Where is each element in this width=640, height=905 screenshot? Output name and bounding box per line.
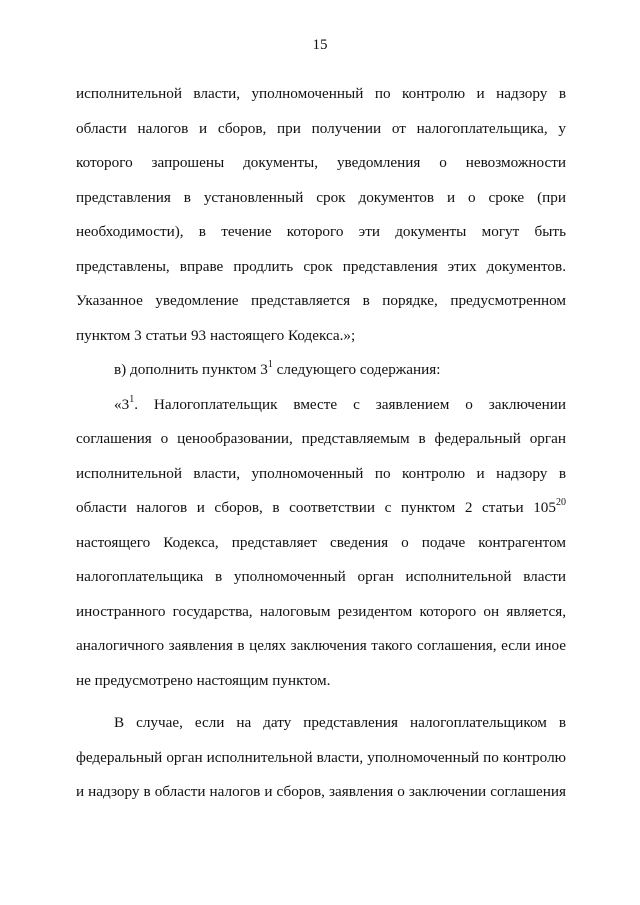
superscript: 1 [267, 359, 273, 370]
text-line [76, 353, 566, 388]
text-line [76, 388, 566, 423]
text-line: необходимости), в течение которого эти документы могут быть [76, 223, 566, 240]
text-line: пунктом 3 статьи 93 настоящего Кодекса.»; [76, 326, 356, 344]
superscript: 1 [129, 393, 135, 405]
text-fragment: «3 [114, 395, 130, 413]
text-fragment: в) дополнить пунктом 3 [114, 361, 268, 378]
text-line: соглашения о ценообразовании, представляемым в федеральный орган [76, 430, 566, 447]
text-line: которого запрошены документы, уведомления о невозможности [76, 154, 566, 171]
text-line: Указанное уведомление представляется в порядке, предусмотренном [76, 292, 566, 309]
text-line: иностранного государства, налоговым резидентом которого он является, [76, 602, 566, 620]
paragraph-spacer [76, 698, 566, 706]
paragraph-case [76, 706, 566, 810]
text-line: исполнительной власти, уполномоченный по контролю и надзору в [76, 464, 566, 482]
text-line: настоящего Кодекса, представляет сведения о подаче контрагентом [76, 533, 566, 551]
text-line: В случае, если на дату представления налогоплательщиком в [114, 714, 566, 731]
text-fragment: области налогов и сборов, в соответствии с пунктом 2 статьи 105 [76, 499, 556, 516]
paragraph-new-clause [76, 388, 566, 699]
text-line [76, 491, 566, 526]
text-line: представления в установленный срок документов и о сроке (при [76, 188, 566, 206]
text-line: и надзору в области налогов и сборов, заявления о заключении соглашения [76, 783, 566, 800]
text-line: федеральный орган исполнительной власти, уполномоченный по контролю [76, 748, 566, 766]
paragraph-continuation [76, 77, 566, 353]
paragraph-amendment-intro [76, 353, 566, 388]
page-number: 15 [312, 37, 328, 53]
text-line: аналогичного заявления в целях заключения такого соглашения, если иное [76, 637, 566, 654]
text-fragment: . Налогоплательщик вместе с заявлением о заключении [134, 395, 566, 413]
text-line: налогоплательщика в уполномоченный орган исполнительной власти [76, 568, 566, 585]
text-line: исполнительной власти, уполномоченный по контролю и надзору в [76, 85, 566, 102]
document-body [76, 77, 566, 810]
text-line: представлены, вправе продлить срок представления этих документов. [76, 257, 566, 275]
text-line: области налогов и сборов, при получении от налогоплательщика, у [76, 119, 566, 137]
text-fragment: следующего содержания: [272, 361, 441, 378]
superscript: 20 [556, 497, 566, 508]
text-line: не предусмотрено настоящим пунктом. [76, 671, 331, 689]
